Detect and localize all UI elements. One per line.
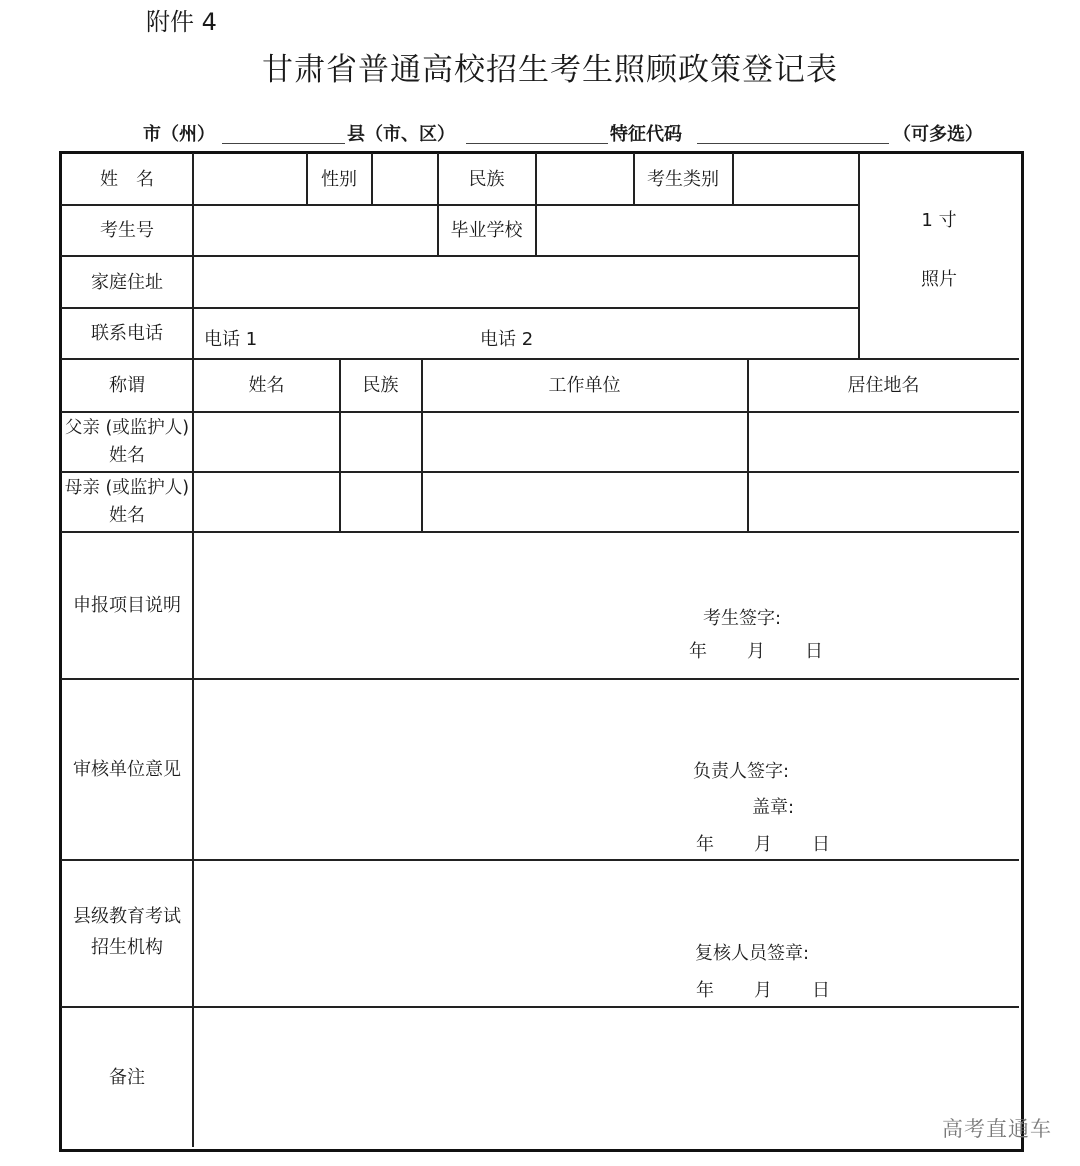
phone1-label: 电话 1 xyxy=(204,329,258,350)
date-month-label: 月 xyxy=(747,641,765,662)
multi-select-note: （可多选） xyxy=(893,124,983,145)
family-header-name: 姓名 xyxy=(248,375,285,396)
father-residence-field[interactable] xyxy=(749,413,1019,471)
phone-label: 联系电话 xyxy=(91,323,163,344)
father-label-line2: 姓名 xyxy=(109,445,145,466)
exam-number-field[interactable] xyxy=(194,205,437,256)
school-field[interactable] xyxy=(536,205,858,256)
remarks-field[interactable] xyxy=(194,1008,1019,1146)
county-agency-line1: 县级教育考试 xyxy=(73,906,181,927)
father-employer-field[interactable] xyxy=(423,413,747,471)
remarks-label: 备注 xyxy=(109,1066,145,1088)
family-header-ethnicity: 民族 xyxy=(362,375,399,396)
city-label: 市（州） xyxy=(143,124,215,145)
family-header-residence: 居住地名 xyxy=(847,375,920,396)
date-year-label: 年 xyxy=(696,980,714,1001)
photo-box[interactable] xyxy=(859,153,1019,359)
date-month-label: 月 xyxy=(754,834,772,855)
reviewer-signature-label: 复核人员签章: xyxy=(695,943,810,964)
mother-label-line2: 姓名 xyxy=(109,505,145,526)
gender-label: 性别 xyxy=(321,168,357,190)
form-title: 甘肃省普通高校招生考生照顾政策登记表 xyxy=(262,52,838,88)
review-label: 审核单位意见 xyxy=(73,759,181,780)
category-field[interactable] xyxy=(733,153,858,205)
county-agency-line2: 招生机构 xyxy=(91,937,163,958)
county-input-line[interactable] xyxy=(466,143,608,144)
mother-label-line1: 母亲 (或监护人) xyxy=(64,478,190,498)
school-label: 毕业学校 xyxy=(450,220,523,241)
mother-name-field[interactable] xyxy=(194,473,339,531)
family-header-relation: 称谓 xyxy=(109,375,145,396)
father-label-line1: 父亲 (或监护人) xyxy=(64,418,190,438)
responsible-signature-label: 负责人签字: xyxy=(693,761,790,782)
photo-size-label: 1 寸 xyxy=(921,210,957,231)
ethnicity-field[interactable] xyxy=(536,153,633,205)
declaration-field[interactable] xyxy=(194,533,1019,678)
name-label: 姓 名 xyxy=(100,168,154,190)
father-name-field[interactable] xyxy=(194,413,339,471)
ethnicity-label: 民族 xyxy=(468,168,505,190)
date-day-label: 日 xyxy=(805,641,823,662)
mother-employer-field[interactable] xyxy=(423,473,747,531)
date-day-label: 日 xyxy=(812,980,830,1001)
address-label: 家庭住址 xyxy=(91,271,163,293)
address-field[interactable] xyxy=(194,256,858,308)
date-year-label: 年 xyxy=(689,641,707,662)
declaration-label: 申报项目说明 xyxy=(73,595,181,616)
watermark: 高考直通车 xyxy=(942,1117,1052,1141)
phone2-label: 电话 2 xyxy=(480,329,534,350)
city-input-line[interactable] xyxy=(222,143,345,144)
date-month-label: 月 xyxy=(754,980,772,1001)
name-field[interactable] xyxy=(194,153,306,205)
date-day-label: 日 xyxy=(812,834,830,855)
code-input-line[interactable] xyxy=(697,143,889,144)
stamp-label: 盖章: xyxy=(752,797,795,818)
mother-relation-label xyxy=(61,472,193,532)
phone1-field[interactable] xyxy=(270,310,470,356)
county-agency-field[interactable] xyxy=(194,861,1019,1006)
family-header-employer: 工作单位 xyxy=(548,375,621,396)
category-label: 考生类别 xyxy=(647,168,719,190)
county-agency-label xyxy=(61,860,193,1007)
father-ethnicity-field[interactable] xyxy=(341,413,421,471)
county-label: 县（市、区） xyxy=(347,124,455,145)
father-relation-label xyxy=(61,412,193,472)
gender-field[interactable] xyxy=(372,153,437,205)
mother-ethnicity-field[interactable] xyxy=(341,473,421,531)
photo-label: 照片 xyxy=(921,269,957,290)
attachment-label: 附件 4 xyxy=(146,8,217,36)
code-label: 特征代码 xyxy=(610,124,682,145)
phone2-field[interactable] xyxy=(545,310,845,356)
student-signature-label: 考生签字: xyxy=(703,608,782,629)
date-year-label: 年 xyxy=(696,834,714,855)
review-field[interactable] xyxy=(194,680,1019,859)
mother-residence-field[interactable] xyxy=(749,473,1019,531)
exam-number-label: 考生号 xyxy=(100,220,154,241)
